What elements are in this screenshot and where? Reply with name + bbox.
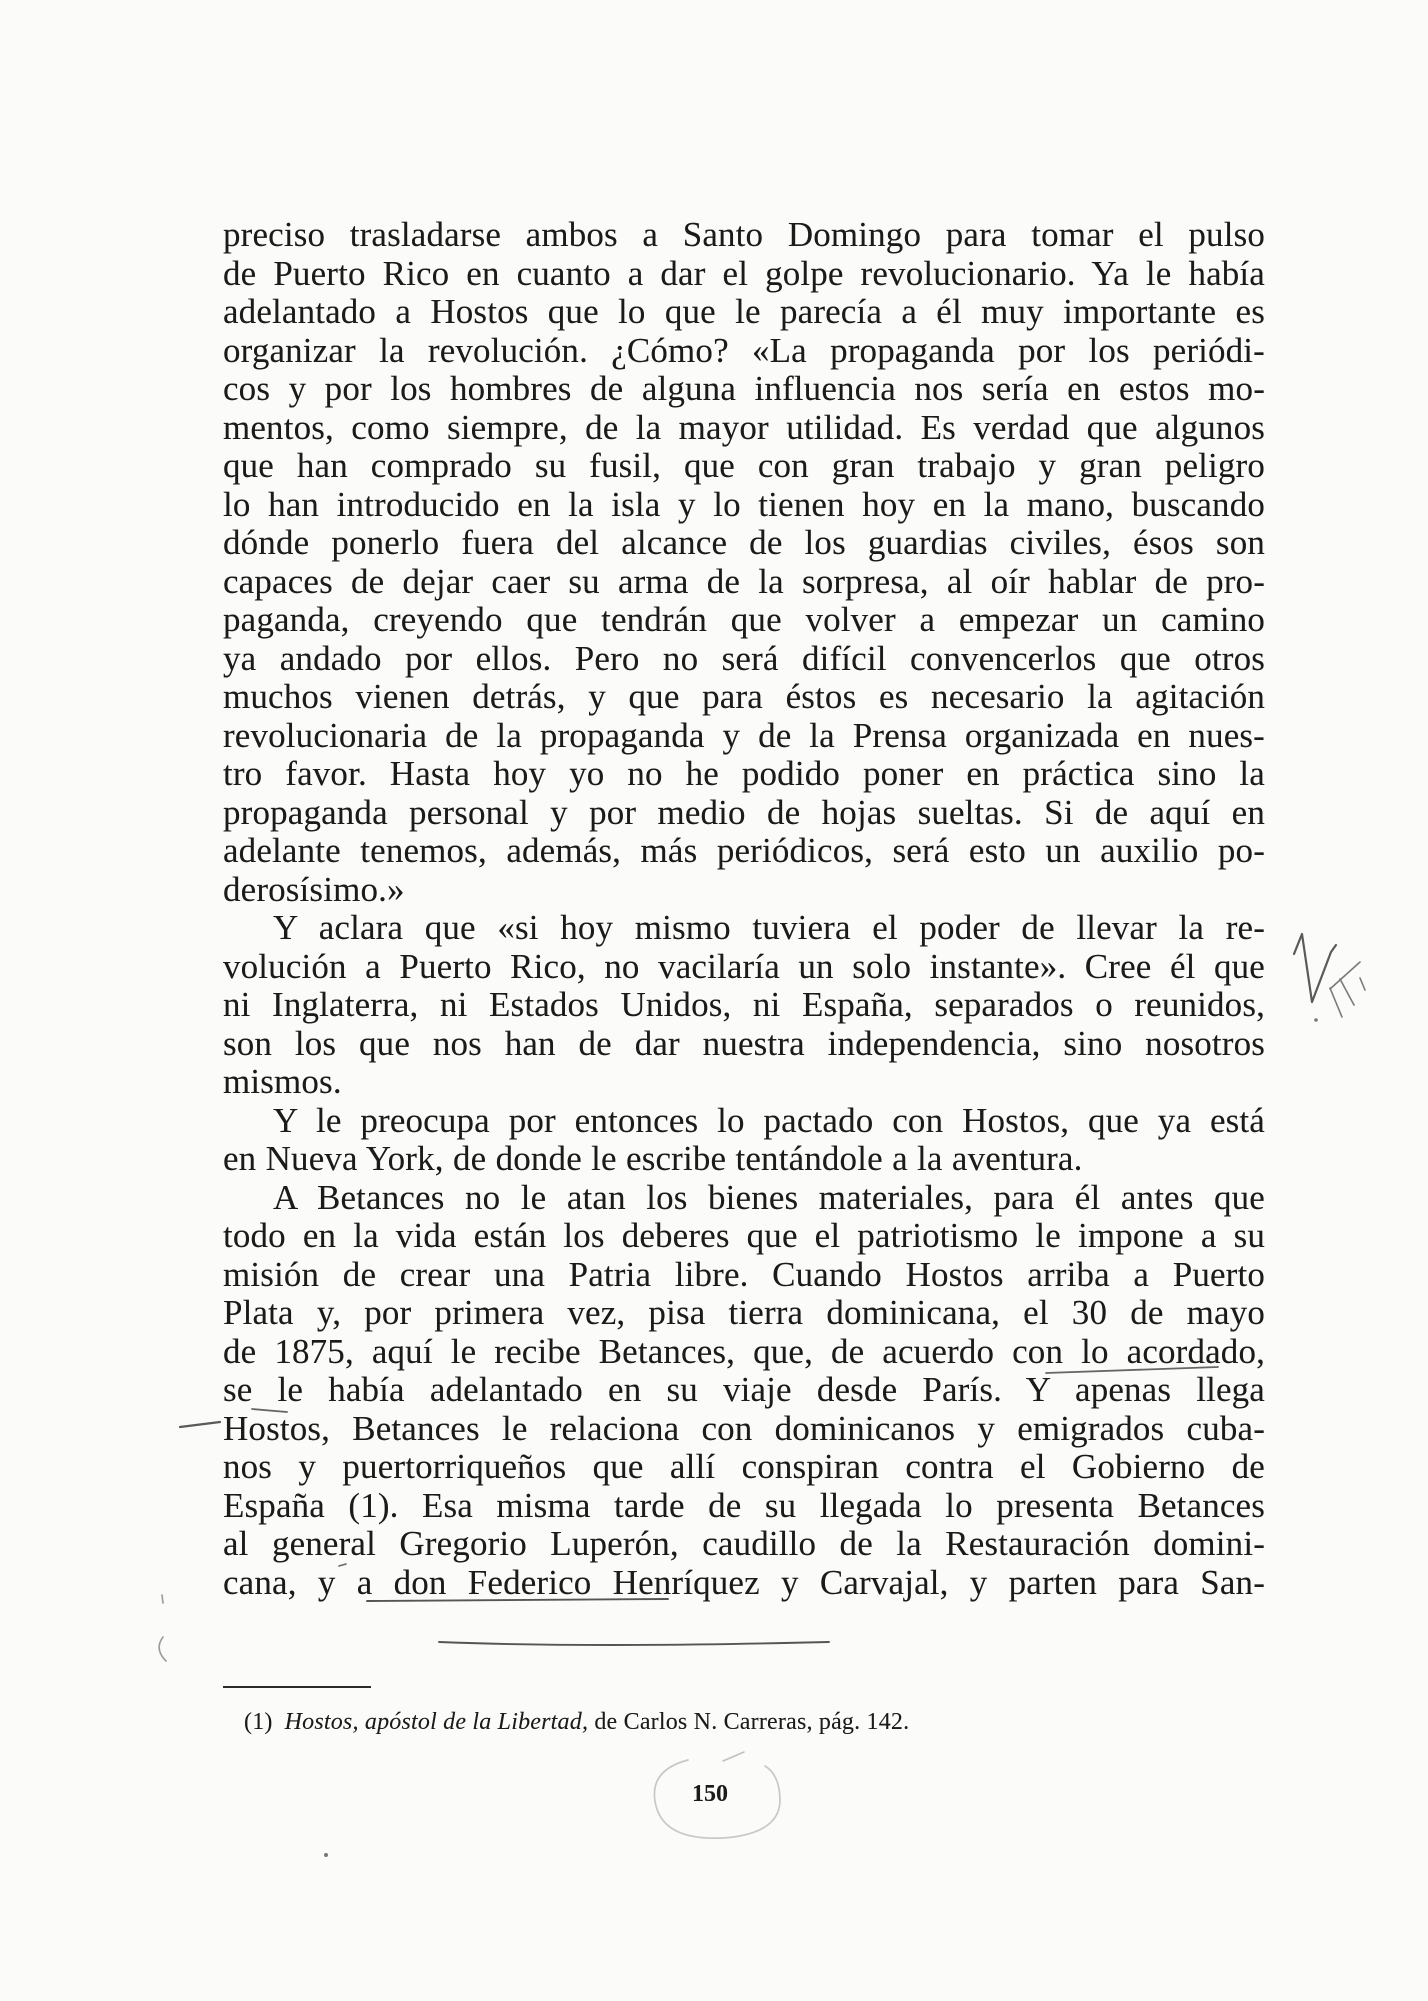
text-line: todo en la vida están los deberes que el patriotismo le impone a su xyxy=(223,1216,1265,1255)
text-line: se le había adelantado en su viaje desde París. Y apenas llega xyxy=(223,1370,1265,1409)
text-line: de Puerto Rico en cuanto a dar el golpe revolucionario. Ya le había xyxy=(223,253,1265,293)
text-line: España (1). Esa misma tarde de su llegada lo presenta Betances xyxy=(223,1485,1265,1525)
page-number-stroke xyxy=(723,1752,744,1761)
page-number: 150 xyxy=(692,1781,728,1807)
text-line: Y aclara que «si hoy mismo tuviera el poder de llevar la re- xyxy=(273,908,1265,947)
text-line: en Nueva York, de donde le escribe tentándole a la aventura. xyxy=(223,1139,1083,1178)
text-line: ya andado por ellos. Pero no será difícil convencerlos que otros xyxy=(223,638,1265,678)
footnote-marker: (1) xyxy=(244,1709,273,1735)
text-line: Plata y, por primera vez, pisa tierra dominicana, el 30 de mayo xyxy=(223,1293,1265,1332)
footnote-divider xyxy=(223,1686,371,1688)
footnote-title: Hostos, apóstol de la Libertad, xyxy=(284,1709,589,1735)
text-line: organizar la revolución. ¿Cómo? «La propaganda por los periódi- xyxy=(223,330,1265,370)
text-line: mismos. xyxy=(223,1062,342,1101)
text-line: son los que nos han de dar nuestra independencia, sino nosotros xyxy=(223,1023,1265,1063)
text-line: al general Gregorio Luperón, caudillo de la Restauración domini- xyxy=(223,1524,1265,1563)
text-line: cos y por los hombres de alguna influencia nos sería en estos mo- xyxy=(223,369,1265,408)
text-line: cana, y a don Federico Henríquez y Carvajal, y parten para San- xyxy=(223,1562,1265,1602)
text-line: revolucionaria de la propaganda y de la Prensa organizada en nues- xyxy=(223,715,1265,755)
text-line: mentos, como siempre, de la mayor utilidad. Es verdad que algunos xyxy=(223,407,1265,447)
text-line: ni Inglaterra, ni Estados Unidos, ni España, separados o reunidos, xyxy=(223,985,1265,1024)
body-text xyxy=(223,216,1265,1602)
text-line: misión de crear una Patria libre. Cuando Hostos arriba a Puerto xyxy=(223,1254,1265,1294)
margin-dot xyxy=(324,1853,328,1857)
margin-checkmark xyxy=(1294,934,1336,1002)
margin-dot xyxy=(1314,1018,1318,1022)
text-line: de 1875, aquí le recibe Betances, que, de acuerdo con lo acordado, xyxy=(223,1331,1265,1371)
margin-scribble xyxy=(1330,962,1365,1017)
text-line: nos y puertorriqueños que allí conspiran contra el Gobierno de xyxy=(223,1447,1265,1486)
text-line: dónde ponerlo fuera del alcance de los guardias civiles, ésos son xyxy=(223,523,1265,562)
text-line: propaganda personal y por medio de hojas sueltas. Si de aquí en xyxy=(223,792,1265,832)
text-line: Y le preocupa por entonces lo pactado con Hostos, que ya está xyxy=(273,1100,1265,1140)
text-line: volución a Puerto Rico, no vacilaría un solo instante». Cree él que xyxy=(223,946,1265,986)
left-margin-tick xyxy=(180,1422,220,1427)
left-margin-mark xyxy=(159,1595,166,1661)
text-line: derosísimo.» xyxy=(223,869,405,909)
footnote xyxy=(244,1707,909,1737)
footnote-source: de Carlos N. Carreras, pág. 142. xyxy=(588,1709,910,1735)
text-line: paganda, creyendo que tendrán que volver a empezar un camino xyxy=(223,600,1265,639)
text-line: capaces de dejar caer su arma de la sorpresa, al oír hablar de pro- xyxy=(223,561,1265,601)
text-line: que han comprado su fusil, que con gran trabajo y gran peligro xyxy=(223,446,1265,485)
name-underline-henriquez xyxy=(439,1642,829,1645)
text-line: adelantado a Hostos que lo que le parecía a él muy importante es xyxy=(223,292,1265,331)
text-line: tro favor. Hasta hoy yo no he podido poner en práctica sino la xyxy=(223,754,1265,793)
text-line: adelante tenemos, además, más periódicos, será esto un auxilio po- xyxy=(223,831,1265,870)
text-line: preciso trasladarse ambos a Santo Domingo para tomar el pulso xyxy=(223,215,1265,254)
text-line: A Betances no le atan los bienes materiales, para él antes que xyxy=(273,1177,1265,1217)
text-line: lo han introducido en la isla y lo tienen hoy en la mano, buscando xyxy=(223,484,1265,524)
text-line: muchos vienen detrás, y que para éstos es necesario la agitación xyxy=(223,677,1265,716)
text-line: Hostos, Betances le relaciona con dominicanos y emigrados cuba- xyxy=(223,1408,1265,1448)
